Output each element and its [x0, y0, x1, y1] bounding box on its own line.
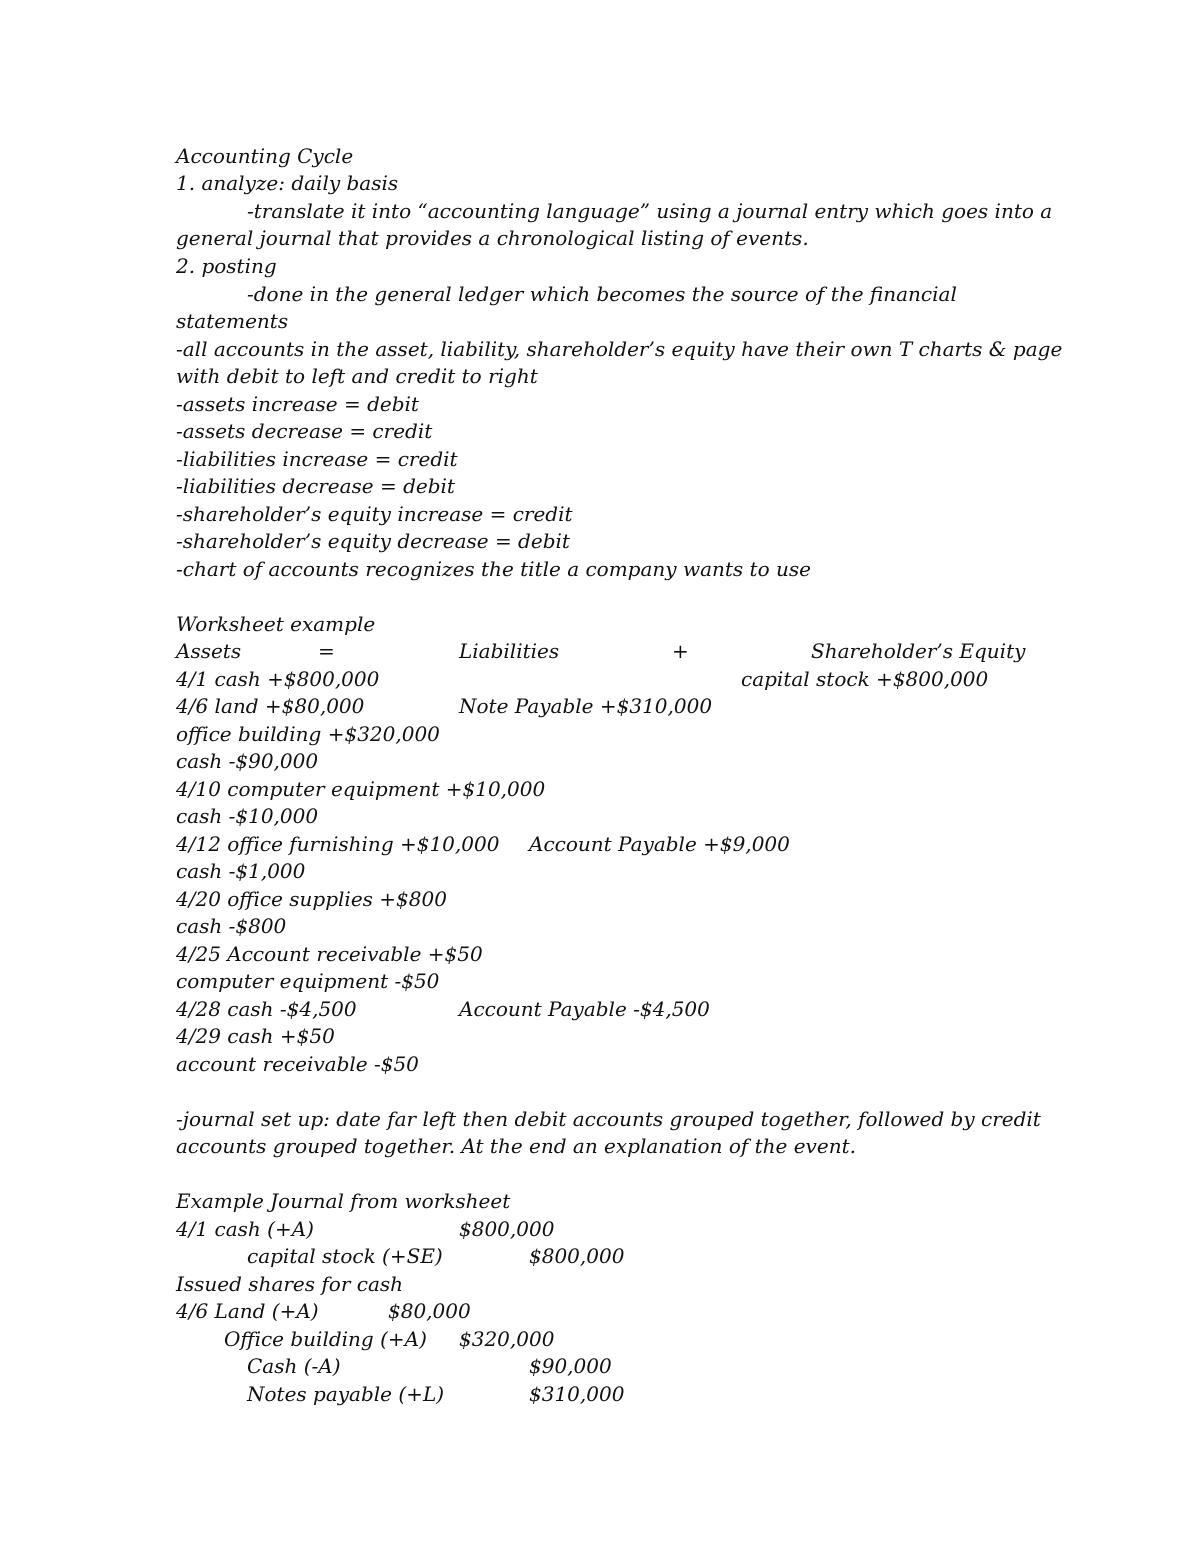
rule-line: -shareholder’s equity decrease = debit — [176, 529, 570, 553]
worksheet-row: account receivable -$50 — [176, 1052, 419, 1076]
header-equals: = — [318, 639, 335, 663]
worksheet-row: cash -$90,000 — [176, 749, 319, 773]
row-liabilities: Account Payable +$9,000 — [529, 832, 790, 856]
document-title: Accounting Cycle — [176, 144, 354, 168]
journal-entry-line — [176, 1216, 555, 1243]
worksheet-row — [176, 693, 713, 720]
rule-line: -assets increase = debit — [176, 392, 419, 416]
rule-line: -liabilities decrease = debit — [176, 474, 455, 498]
worksheet-row: 4/29 cash +$50 — [176, 1024, 335, 1048]
rule-line: -chart of accounts recognizes the title a company wants to use — [176, 557, 811, 581]
header-plus: + — [672, 639, 689, 663]
debit-amount: $320,000 — [459, 1327, 555, 1351]
worksheet-title: Worksheet example — [176, 612, 376, 636]
row-liabilities: Account Payable -$4,500 — [459, 997, 710, 1021]
journal-entry-line — [176, 1298, 471, 1325]
step1-detail-line1: -translate it into “accounting language” using a journal entry which goes into a — [247, 199, 1053, 223]
worksheet-row: office building +$320,000 — [176, 722, 440, 746]
journal-entry-line — [247, 1381, 625, 1408]
credit-amount: $90,000 — [529, 1354, 612, 1378]
worksheet-row: cash -$800 — [176, 914, 287, 938]
credit-amount: $800,000 — [529, 1244, 625, 1268]
header-liabilities: Liabilities — [459, 639, 560, 663]
row-assets: 4/6 land +$80,000 — [176, 694, 365, 718]
header-equity: Shareholder’s Equity — [811, 639, 1026, 663]
header-assets: Assets — [176, 639, 242, 663]
journal-entry-line — [224, 1326, 555, 1353]
credit-account: capital stock (+SE) — [247, 1244, 443, 1268]
row-assets: 4/28 cash -$4,500 — [176, 997, 357, 1021]
debit-account: Office building (+A) — [224, 1327, 427, 1351]
worksheet-row: cash -$1,000 — [176, 859, 306, 883]
rule-line: -shareholder’s equity increase = credit — [176, 502, 573, 526]
worksheet-row — [176, 666, 989, 693]
debit-amount: $80,000 — [388, 1299, 471, 1323]
journal-title: Example Journal from worksheet — [176, 1189, 511, 1213]
journal-setup-line1: -journal set up: date far left then debit accounts grouped together, followed by credit — [176, 1107, 1041, 1131]
rule-line: -liabilities increase = credit — [176, 447, 458, 471]
worksheet-row: 4/10 computer equipment +$10,000 — [176, 777, 546, 801]
row-equity: capital stock +$800,000 — [741, 667, 989, 691]
step2-detail-line2: statements — [176, 309, 289, 333]
debit-account: 4/6 Land (+A) — [176, 1299, 319, 1323]
credit-account: Notes payable (+L) — [247, 1382, 445, 1406]
row-assets: 4/12 office furnishing +$10,000 — [176, 832, 500, 856]
step1-detail-line2: general journal that provides a chronological listing of events. — [176, 226, 809, 250]
credit-account: Cash (-A) — [247, 1354, 341, 1378]
journal-entry-line — [247, 1243, 625, 1270]
step2-heading: 2. posting — [176, 254, 277, 278]
worksheet-row — [176, 831, 790, 858]
debit-amount: $800,000 — [459, 1217, 555, 1241]
credit-amount: $310,000 — [529, 1382, 625, 1406]
step2-detail-line1: -done in the general ledger which becomes the source of the financial — [247, 282, 957, 306]
worksheet-row: 4/25 Account receivable +$50 — [176, 942, 483, 966]
worksheet-row: cash -$10,000 — [176, 804, 319, 828]
row-assets: 4/1 cash +$800,000 — [176, 667, 380, 691]
rule-line: -all accounts in the asset, liability, shareholder’s equity have their own T charts & page — [176, 337, 1063, 361]
journal-explanation: Issued shares for cash — [176, 1272, 404, 1296]
row-liabilities: Note Payable +$310,000 — [459, 694, 713, 718]
worksheet-row — [176, 996, 710, 1023]
step1-heading: 1. analyze: daily basis — [176, 171, 399, 195]
debit-account: 4/1 cash (+A) — [176, 1217, 314, 1241]
journal-entry-line — [247, 1353, 612, 1380]
rule-line: with debit to left and credit to right — [176, 364, 538, 388]
worksheet-row: computer equipment -$50 — [176, 969, 440, 993]
journal-setup-line2: accounts grouped together. At the end an explanation of the event. — [176, 1134, 856, 1158]
worksheet-header — [176, 638, 1026, 665]
rule-line: -assets decrease = credit — [176, 419, 433, 443]
worksheet-row: 4/20 office supplies +$800 — [176, 887, 447, 911]
